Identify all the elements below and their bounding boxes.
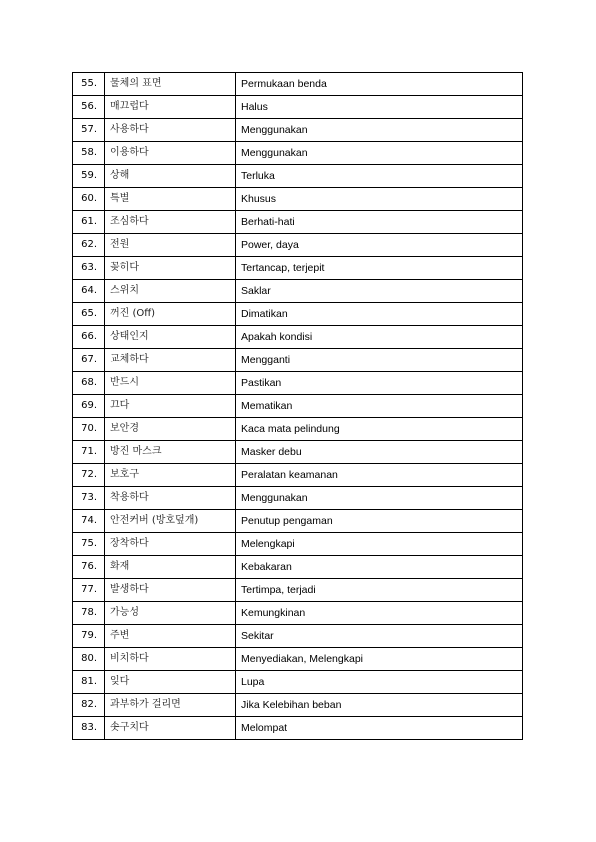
korean-term: 보호구 [105, 464, 236, 487]
korean-term: 조심하다 [105, 211, 236, 234]
row-number: 55. [73, 73, 105, 96]
table-row [73, 556, 523, 579]
korean-term: 끄다 [105, 395, 236, 418]
indonesian-translation: Apakah kondisi [236, 326, 523, 349]
row-number: 83. [73, 717, 105, 740]
table-row [73, 372, 523, 395]
row-number: 73. [73, 487, 105, 510]
korean-term: 특별 [105, 188, 236, 211]
row-number: 68. [73, 372, 105, 395]
row-number: 75. [73, 533, 105, 556]
table-row [73, 303, 523, 326]
indonesian-translation: Halus [236, 96, 523, 119]
row-number: 70. [73, 418, 105, 441]
korean-term: 물체의 표면 [105, 73, 236, 96]
row-number: 78. [73, 602, 105, 625]
row-number: 67. [73, 349, 105, 372]
row-number: 80. [73, 648, 105, 671]
indonesian-translation: Tertimpa, terjadi [236, 579, 523, 602]
korean-term: 이용하다 [105, 142, 236, 165]
indonesian-translation: Melompat [236, 717, 523, 740]
table-row [73, 211, 523, 234]
korean-term: 매끄럽다 [105, 96, 236, 119]
korean-term: 솟구치다 [105, 717, 236, 740]
indonesian-translation: Power, daya [236, 234, 523, 257]
row-number: 65. [73, 303, 105, 326]
table-row [73, 418, 523, 441]
table-row [73, 119, 523, 142]
indonesian-translation: Khusus [236, 188, 523, 211]
korean-term: 주변 [105, 625, 236, 648]
row-number: 66. [73, 326, 105, 349]
indonesian-translation: Kaca mata pelindung [236, 418, 523, 441]
indonesian-translation: Terluka [236, 165, 523, 188]
indonesian-translation: Sekitar [236, 625, 523, 648]
table-row [73, 96, 523, 119]
table-row [73, 73, 523, 96]
row-number: 71. [73, 441, 105, 464]
indonesian-translation: Peralatan keamanan [236, 464, 523, 487]
table-row [73, 487, 523, 510]
indonesian-translation: Pastikan [236, 372, 523, 395]
korean-term: 안전커버 (방호덮개) [105, 510, 236, 533]
korean-term: 사용하다 [105, 119, 236, 142]
row-number: 56. [73, 96, 105, 119]
row-number: 62. [73, 234, 105, 257]
row-number: 74. [73, 510, 105, 533]
indonesian-translation: Menggunakan [236, 487, 523, 510]
korean-term: 꽂히다 [105, 257, 236, 280]
indonesian-translation: Mengganti [236, 349, 523, 372]
korean-term: 보안경 [105, 418, 236, 441]
indonesian-translation: Menggunakan [236, 142, 523, 165]
table-row [73, 625, 523, 648]
korean-term: 착용하다 [105, 487, 236, 510]
indonesian-translation: Lupa [236, 671, 523, 694]
table-row [73, 349, 523, 372]
row-number: 59. [73, 165, 105, 188]
korean-term: 방진 마스크 [105, 441, 236, 464]
table-row [73, 165, 523, 188]
table-row [73, 694, 523, 717]
row-number: 58. [73, 142, 105, 165]
indonesian-translation: Menggunakan [236, 119, 523, 142]
korean-term: 발생하다 [105, 579, 236, 602]
korean-term: 꺼진 (Off) [105, 303, 236, 326]
row-number: 82. [73, 694, 105, 717]
korean-term: 가능성 [105, 602, 236, 625]
korean-term: 장착하다 [105, 533, 236, 556]
vocabulary-table-body [73, 73, 523, 740]
row-number: 72. [73, 464, 105, 487]
indonesian-translation: Jika Kelebihan beban [236, 694, 523, 717]
korean-term: 과부하가 걸리면 [105, 694, 236, 717]
korean-term: 스위치 [105, 280, 236, 303]
korean-term: 비치하다 [105, 648, 236, 671]
table-row [73, 648, 523, 671]
row-number: 64. [73, 280, 105, 303]
table-row [73, 579, 523, 602]
row-number: 77. [73, 579, 105, 602]
row-number: 69. [73, 395, 105, 418]
indonesian-translation: Penutup pengaman [236, 510, 523, 533]
indonesian-translation: Saklar [236, 280, 523, 303]
vocabulary-table [72, 72, 523, 740]
korean-term: 반드시 [105, 372, 236, 395]
indonesian-translation: Masker debu [236, 441, 523, 464]
table-row [73, 671, 523, 694]
indonesian-translation: Mematikan [236, 395, 523, 418]
korean-term: 화재 [105, 556, 236, 579]
row-number: 57. [73, 119, 105, 142]
row-number: 81. [73, 671, 105, 694]
table-row [73, 464, 523, 487]
indonesian-translation: Melengkapi [236, 533, 523, 556]
table-row [73, 533, 523, 556]
row-number: 79. [73, 625, 105, 648]
row-number: 76. [73, 556, 105, 579]
table-row [73, 280, 523, 303]
row-number: 60. [73, 188, 105, 211]
table-row [73, 142, 523, 165]
indonesian-translation: Kebakaran [236, 556, 523, 579]
table-row [73, 257, 523, 280]
row-number: 63. [73, 257, 105, 280]
indonesian-translation: Menyediakan, Melengkapi [236, 648, 523, 671]
indonesian-translation: Tertancap, terjepit [236, 257, 523, 280]
korean-term: 전원 [105, 234, 236, 257]
table-row [73, 441, 523, 464]
korean-term: 교체하다 [105, 349, 236, 372]
table-row [73, 395, 523, 418]
row-number: 61. [73, 211, 105, 234]
table-row [73, 717, 523, 740]
table-row [73, 326, 523, 349]
indonesian-translation: Dimatikan [236, 303, 523, 326]
korean-term: 상해 [105, 165, 236, 188]
table-row [73, 188, 523, 211]
table-row [73, 234, 523, 257]
indonesian-translation: Permukaan benda [236, 73, 523, 96]
indonesian-translation: Berhati-hati [236, 211, 523, 234]
korean-term: 상태인지 [105, 326, 236, 349]
korean-term: 잊다 [105, 671, 236, 694]
table-row [73, 510, 523, 533]
table-row [73, 602, 523, 625]
indonesian-translation: Kemungkinan [236, 602, 523, 625]
